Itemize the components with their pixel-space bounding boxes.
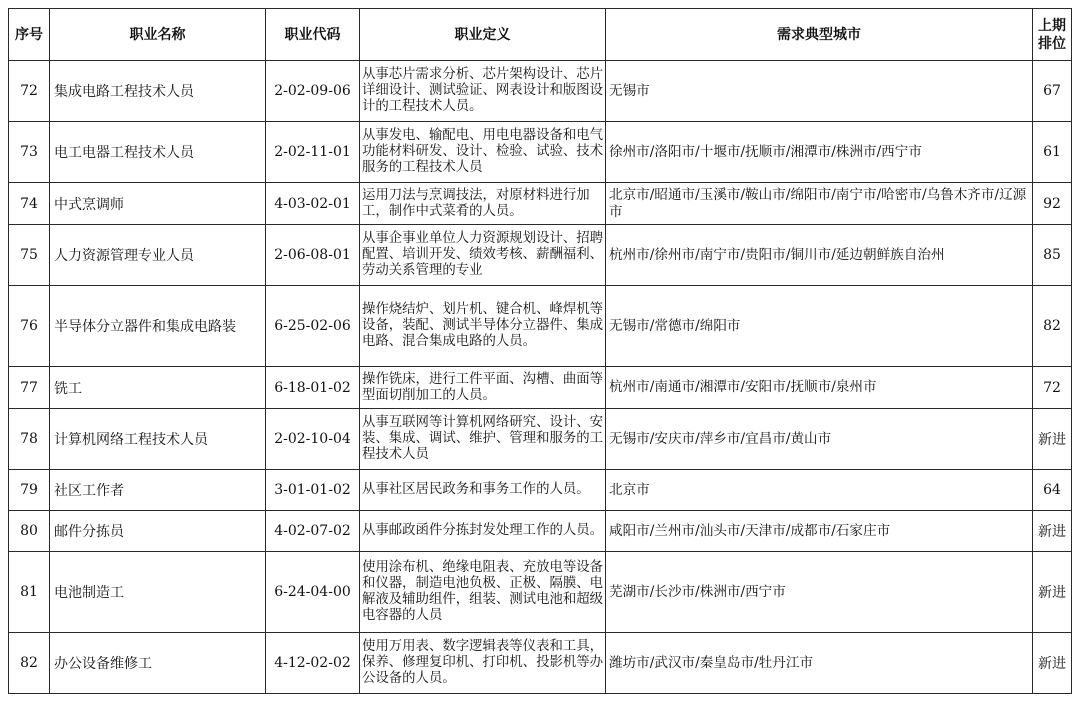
header-row (9, 9, 1072, 61)
table-row (9, 183, 1072, 225)
cell-prev-rank: 新进 (1033, 409, 1072, 470)
table-row (9, 367, 1072, 409)
cell-definition: 从事企事业单位人力资源规划设计、招聘配置、培训开发、绩效考核、薪酬福利、劳动关系管理的专业 (360, 225, 606, 286)
cell-name: 邮件分拣员 (50, 511, 266, 552)
cell-name: 计算机网络工程技术人员 (50, 409, 266, 470)
cell-name: 办公设备维修工 (50, 633, 266, 694)
cell-code: 4-02-07-02 (266, 511, 360, 552)
cell-definition: 操作铣床，进行工件平面、沟槽、曲面等型面切削加工的人员。 (360, 367, 606, 409)
cell-name: 集成电路工程技术人员 (50, 61, 266, 122)
cell-prev-rank: 新进 (1033, 511, 1072, 552)
cell-name: 人力资源管理专业人员 (50, 225, 266, 286)
table-row (9, 61, 1072, 122)
cell-definition: 从事社区居民政务和事务工作的人员。 (360, 470, 606, 511)
cell-seq: 82 (9, 633, 50, 694)
cell-seq: 76 (9, 286, 50, 367)
cell-prev-rank: 72 (1033, 367, 1072, 409)
table-row (9, 470, 1072, 511)
cell-prev-rank: 92 (1033, 183, 1072, 225)
cell-definition: 从事互联网等计算机网络研究、设计、安装、集成、调试、维护、管理和服务的工程技术人员 (360, 409, 606, 470)
cell-seq: 75 (9, 225, 50, 286)
cell-seq: 72 (9, 61, 50, 122)
cell-code: 3-01-01-02 (266, 470, 360, 511)
cell-prev-rank: 85 (1033, 225, 1072, 286)
cell-prev-rank: 新进 (1033, 633, 1072, 694)
cell-cities: 无锡市/常德市/绵阳市 (606, 286, 1033, 367)
table-row (9, 286, 1072, 367)
cell-definition: 使用万用表、数字逻辑表等仪表和工具，保养、修理复印机、打印机、投影机等办公设备的人员。 (360, 633, 606, 694)
cell-cities: 潍坊市/武汉市/秦皇岛市/牡丹江市 (606, 633, 1033, 694)
cell-cities: 徐州市/洛阳市/十堰市/抚顺市/湘潭市/株洲市/西宁市 (606, 122, 1033, 183)
cell-definition: 从事邮政函件分拣封发处理工作的人员。 (360, 511, 606, 552)
cell-seq: 79 (9, 470, 50, 511)
header-name: 职业名称 (50, 9, 266, 61)
cell-cities: 杭州市/南通市/湘潭市/安阳市/抚顺市/泉州市 (606, 367, 1033, 409)
table-row (9, 511, 1072, 552)
table-row (9, 225, 1072, 286)
cell-cities: 无锡市 (606, 61, 1033, 122)
header-definition: 职业定义 (360, 9, 606, 61)
cell-code: 6-18-01-02 (266, 367, 360, 409)
header-cities: 需求典型城市 (606, 9, 1033, 61)
cell-seq: 80 (9, 511, 50, 552)
table-row (9, 552, 1072, 633)
cell-cities: 杭州市/徐州市/南宁市/贵阳市/铜川市/延边朝鲜族自治州 (606, 225, 1033, 286)
cell-definition: 运用刀法与烹调技法，对原材料进行加工，制作中式菜肴的人员。 (360, 183, 606, 225)
header-code: 职业代码 (266, 9, 360, 61)
cell-code: 4-03-02-01 (266, 183, 360, 225)
cell-seq: 73 (9, 122, 50, 183)
cell-seq: 81 (9, 552, 50, 633)
table-row (9, 122, 1072, 183)
cell-name: 社区工作者 (50, 470, 266, 511)
cell-name: 铣工 (50, 367, 266, 409)
cell-code: 4-12-02-02 (266, 633, 360, 694)
cell-code: 2-02-09-06 (266, 61, 360, 122)
header-seq: 序号 (9, 9, 50, 61)
cell-code: 2-06-08-01 (266, 225, 360, 286)
table-row (9, 633, 1072, 694)
cell-prev-rank: 67 (1033, 61, 1072, 122)
cell-cities: 咸阳市/兰州市/汕头市/天津市/成都市/石家庄市 (606, 511, 1033, 552)
cell-name: 半导体分立器件和集成电路装 (50, 286, 266, 367)
cell-name: 电池制造工 (50, 552, 266, 633)
table-row (9, 409, 1072, 470)
cell-name: 电工电器工程技术人员 (50, 122, 266, 183)
cell-prev-rank: 新进 (1033, 552, 1072, 633)
cell-cities: 北京市 (606, 470, 1033, 511)
cell-definition: 从事芯片需求分析、芯片架构设计、芯片详细设计、测试验证、网表设计和版图设计的工程技术人员。 (360, 61, 606, 122)
cell-seq: 74 (9, 183, 50, 225)
occupation-table (8, 8, 1072, 694)
cell-code: 6-25-02-06 (266, 286, 360, 367)
cell-seq: 78 (9, 409, 50, 470)
cell-definition: 使用涂布机、绝缘电阻表、充放电等设备和仪器，制造电池负极、正极、隔膜、电解液及辅助组件，组装、测试电池和超级电容器的人员 (360, 552, 606, 633)
cell-seq: 77 (9, 367, 50, 409)
header-prev-rank: 上期排位 (1033, 9, 1072, 61)
cell-cities: 芜湖市/长沙市/株洲市/西宁市 (606, 552, 1033, 633)
cell-code: 2-02-10-04 (266, 409, 360, 470)
cell-code: 2-02-11-01 (266, 122, 360, 183)
cell-definition: 操作烧结炉、划片机、键合机、峰焊机等设备，装配、测试半导体分立器件、集成电路、混合集成电路的人员。 (360, 286, 606, 367)
cell-cities: 北京市/昭通市/玉溪市/鞍山市/绵阳市/南宁市/哈密市/乌鲁木齐市/辽源市 (606, 183, 1033, 225)
cell-cities: 无锡市/安庆市/萍乡市/宜昌市/黄山市 (606, 409, 1033, 470)
cell-prev-rank: 61 (1033, 122, 1072, 183)
cell-name: 中式烹调师 (50, 183, 266, 225)
cell-prev-rank: 64 (1033, 470, 1072, 511)
cell-prev-rank: 82 (1033, 286, 1072, 367)
cell-definition: 从事发电、输配电、用电电器设备和电气功能材料研发、设计、检验、试验、技术服务的工程技术人员 (360, 122, 606, 183)
cell-code: 6-24-04-00 (266, 552, 360, 633)
